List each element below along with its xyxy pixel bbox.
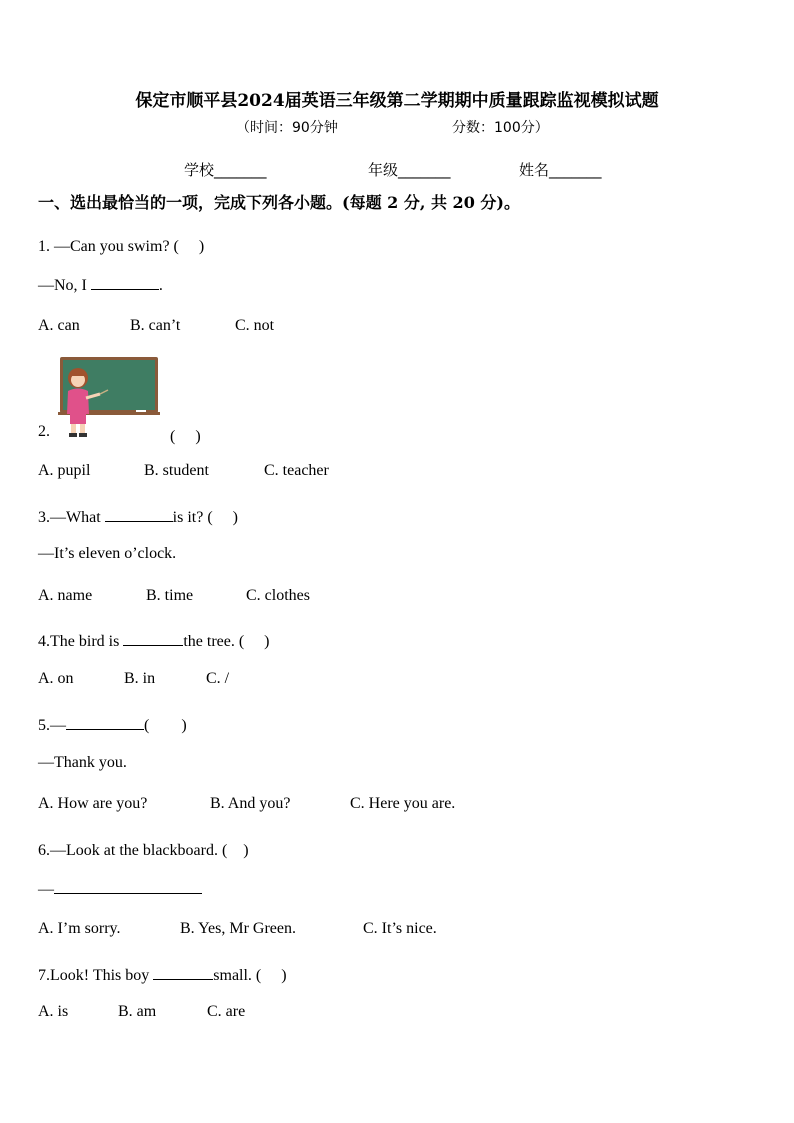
- option-c[interactable]: C. It’s nice.: [363, 920, 437, 937]
- option-a[interactable]: A. name: [38, 587, 93, 604]
- option-b[interactable]: B. can’t: [130, 317, 181, 334]
- option-a[interactable]: A. I’m sorry.: [38, 920, 121, 937]
- option-a[interactable]: A. pupil: [38, 462, 91, 479]
- option-c[interactable]: C. /: [206, 670, 230, 687]
- question-6-options: [38, 920, 437, 938]
- answer-blank[interactable]: [123, 631, 183, 646]
- question-3-prompt-start: 3.—What: [38, 509, 105, 526]
- grade-field[interactable]: 年级_______: [368, 161, 451, 179]
- question-1-options: [38, 317, 274, 335]
- answer-blank[interactable]: [66, 715, 144, 730]
- option-a[interactable]: A. can: [38, 317, 80, 334]
- school-field[interactable]: 学校_______: [184, 161, 267, 179]
- question-1-response-prefix: —No, I: [38, 277, 91, 294]
- question-5-prompt-end: ( ): [144, 717, 187, 734]
- option-b[interactable]: B. time: [146, 587, 194, 604]
- question-4-prompt-end: the tree. ( ): [183, 633, 270, 650]
- question-6-response: [38, 879, 202, 899]
- answer-blank[interactable]: [153, 965, 213, 980]
- question-1-response-suffix: .: [158, 277, 163, 294]
- question-7-prompt-start: 7.Look! This boy: [38, 967, 154, 984]
- option-c[interactable]: C. are: [207, 1003, 246, 1020]
- question-5-response: —Thank you.: [38, 754, 127, 771]
- question-2-paren: ( ): [170, 428, 201, 445]
- option-b[interactable]: B. in: [124, 670, 156, 687]
- option-a[interactable]: A. How are you?: [38, 795, 148, 812]
- answer-blank[interactable]: [91, 275, 159, 290]
- question-4-options: [38, 670, 229, 688]
- question-5-options: [38, 795, 455, 813]
- question-6-response-prefix: —: [38, 881, 54, 898]
- option-b[interactable]: B. student: [144, 462, 209, 479]
- option-c[interactable]: C. clothes: [246, 587, 310, 604]
- option-b[interactable]: B. Yes, Mr Green.: [180, 920, 296, 937]
- time-label: （时间：90分钟: [236, 120, 338, 136]
- name-field[interactable]: 姓名_______: [519, 161, 602, 179]
- section-heading: 一、选出最恰当的一项，完成下列各小题。(每题 2 分, 共 20 分)。: [38, 193, 520, 212]
- option-c[interactable]: C. not: [235, 317, 275, 334]
- question-5-prompt-start: 5.—: [38, 717, 66, 734]
- question-5-prompt: [38, 712, 187, 735]
- question-1-prompt: 1. —Can you swim? ( ): [38, 238, 205, 255]
- question-4-prompt: [38, 628, 270, 651]
- option-b[interactable]: B. am: [118, 1003, 157, 1020]
- question-4-prompt-start: 4.The bird is: [38, 633, 124, 650]
- question-3-options: [38, 587, 310, 605]
- question-3-prompt: [38, 504, 238, 527]
- question-7-options: [38, 1003, 245, 1021]
- option-a[interactable]: A. on: [38, 670, 74, 687]
- question-2-options: [38, 462, 329, 480]
- question-7-prompt-end: small. ( ): [213, 967, 287, 984]
- page-title: 保定市顺平县2024届英语三年级第二学期期中质量跟踪监视模拟试题: [135, 91, 659, 111]
- option-c[interactable]: C. Here you are.: [350, 795, 456, 812]
- answer-blank[interactable]: [54, 879, 202, 894]
- question-1-response: [38, 275, 163, 295]
- option-a[interactable]: A. is: [38, 1003, 69, 1020]
- question-3-prompt-end: is it? ( ): [172, 509, 238, 526]
- teacher-at-blackboard-image: [56, 356, 160, 440]
- question-7-prompt: [38, 962, 287, 985]
- question-2-number: 2.: [38, 423, 50, 440]
- answer-blank[interactable]: [105, 507, 173, 522]
- option-c[interactable]: C. teacher: [264, 462, 329, 479]
- score-label: 分数：100分）: [452, 120, 549, 136]
- question-6-prompt: 6.—Look at the blackboard. ( ): [38, 842, 249, 859]
- question-3-response: —It’s eleven o’clock.: [38, 545, 177, 562]
- option-b[interactable]: B. And you?: [210, 795, 291, 812]
